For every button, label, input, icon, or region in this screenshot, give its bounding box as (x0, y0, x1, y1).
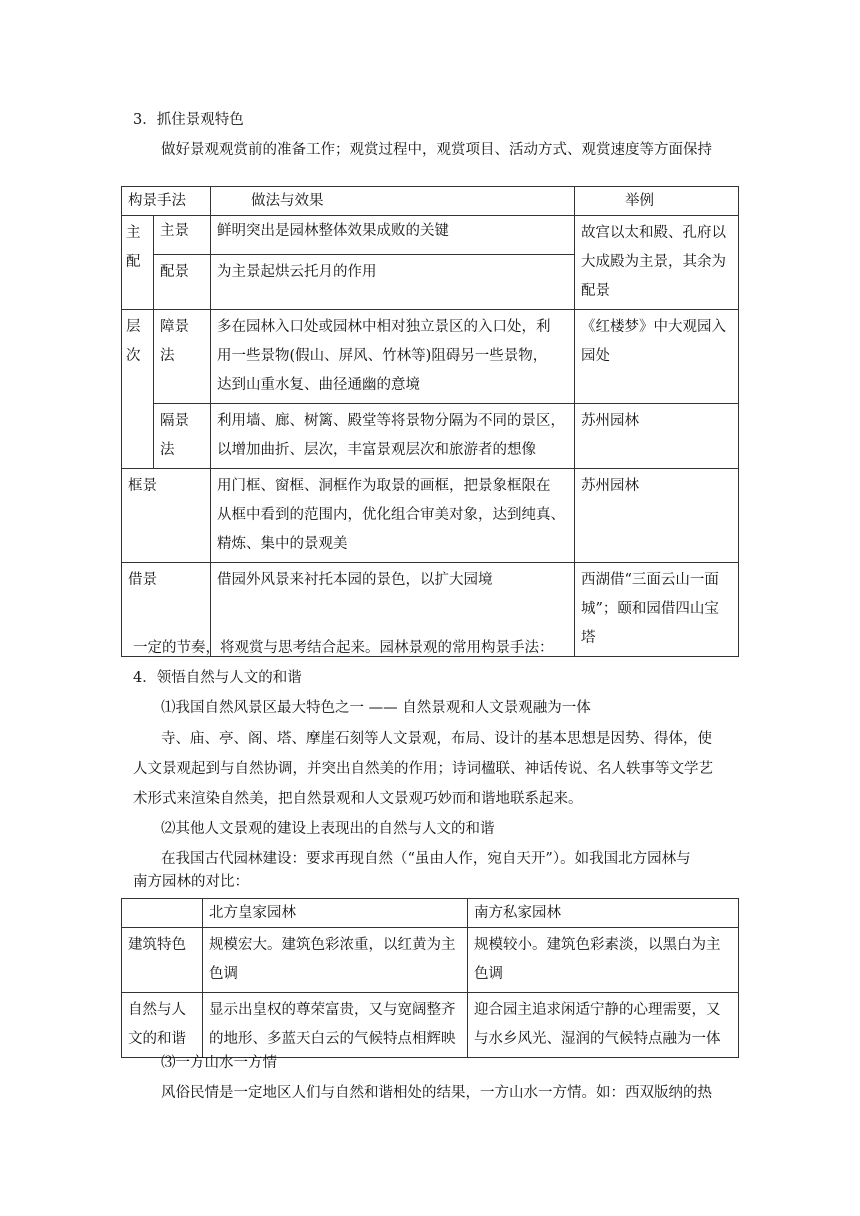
table-header: 构景手法 (122, 187, 211, 216)
method-cell: 障景 法 (154, 310, 211, 404)
example-cell: 《红楼梦》中大观园入 园处 (575, 310, 739, 404)
paragraph-line: 南方园林的对比： (133, 874, 249, 890)
section4-heading: 4．领悟自然与人文的和谐 (133, 670, 302, 686)
paragraph-line: 术形式来渲染自然美，把自然景观和人文景观巧妙而和谐地联系起来。 (133, 791, 583, 807)
method-cell: 隔景 法 (154, 404, 211, 469)
section4-sub1: ⑴我国自然风景区最大特色之一 —— 自然景观和人文景观融为一体 (161, 700, 591, 716)
group-cell: 主 配 (122, 216, 154, 310)
desc-cell: 利用墙、廊、树篱、殿堂等将景物分隔为不同的景区， 以增加曲折、层次，丰富景观层次和旅游者的想像 (211, 404, 575, 469)
paragraph-line: 风俗民情是一定地区人们与自然和谐相处的结果，一方山水一方情。如：西双版纳的热 (161, 1085, 712, 1101)
section3-after-table: 一定的节奏，将观赏与思考结合起来。园林景观的常用构景手法： (133, 640, 554, 656)
group-cell: 层 次 (122, 310, 154, 469)
table-row (122, 469, 739, 563)
table-header-row (122, 899, 739, 928)
north-cell: 规模宏大。建筑色彩浓重，以红黄为主 色调 (203, 928, 468, 993)
table-header: 南方私家园林 (468, 899, 739, 928)
north-cell: 显示出皇权的尊荣富贵，又与宽阔整齐 的地形、多蓝天白云的气候特点相辉映 (203, 993, 468, 1058)
table-row (122, 993, 739, 1058)
row-label-cell: 建筑特色 (122, 928, 203, 993)
row-label-cell: 自然与人 文的和谐 (122, 993, 203, 1058)
paragraph-line: 在我国古代园林建设：要求再现自然（“虽由人作，宛自天开”）。如我国北方园林与 (161, 851, 691, 867)
section4-sub2: ⑵其他人文景观的建设上表现出的自然与人文的和谐 (161, 821, 495, 837)
method-cell: 框景 (122, 469, 211, 563)
section3-intro: 做好景观观赏前的准备工作；观赏过程中，观赏项目、活动方式、观赏速度等方面保持 (161, 142, 712, 158)
section4-sub3: ⑶一方山水一方情 (161, 1055, 277, 1071)
method-cell: 借景 (122, 563, 211, 657)
desc-cell: 用门框、窗框、洞框作为取景的画框，把景象框限在 从框中看到的范围内，优化组合审美对象，达到纯真、 精炼、集中的景观美 (211, 469, 575, 563)
table-row (122, 404, 739, 469)
south-cell: 迎合园主追求闲适宁静的心理需要，又 与水乡风光、湿润的气候特点融为一体 (468, 993, 739, 1058)
paragraph-line: 人文景观起到与自然协调，并突出自然美的作用；诗词楹联、神话传说、名人轶事等文学艺 (133, 761, 713, 777)
desc-cell: 多在园林入口处或园林中相对独立景区的入口处，利 用一些景物(假山、屏风、竹林等)阻碍另一些景物， 达到山重水复、曲径通幽的意境 (211, 310, 575, 404)
table-row (122, 928, 739, 993)
desc-cell: 借园外风景来衬托本园的景色，以扩大园境 (211, 563, 575, 657)
example-cell: 苏州园林 (575, 404, 739, 469)
composition-methods-table (121, 186, 739, 657)
table-header (122, 899, 203, 928)
method-cell: 主景 (154, 216, 211, 255)
table-row (122, 216, 739, 255)
table-header: 举例 (575, 187, 739, 216)
table-row (122, 310, 739, 404)
example-cell: 苏州园林 (575, 469, 739, 563)
table-header: 北方皇家园林 (203, 899, 468, 928)
section3-heading: 3．抓住景观特色 (133, 112, 244, 128)
desc-cell: 为主景起烘云托月的作用 (211, 255, 575, 310)
paragraph-line: 寺、庙、亭、阁、塔、摩崖石刻等人文景观，布局、设计的基本思想是因势、得体，使 (161, 731, 712, 747)
example-cell: 故宫以太和殿、孔府以 大成殿为主景，其余为 配景 (575, 216, 739, 310)
table-header: 做法与效果 (211, 187, 575, 216)
desc-cell: 鲜明突出是园林整体效果成败的关键 (211, 216, 575, 255)
garden-comparison-table (121, 898, 739, 1058)
south-cell: 规模较小。建筑色彩素淡，以黑白为主 色调 (468, 928, 739, 993)
example-cell: 西湖借“三面云山一面 城”；颐和园借四山宝 塔 (575, 563, 739, 657)
table-header-row (122, 187, 739, 216)
method-cell: 配景 (154, 255, 211, 310)
